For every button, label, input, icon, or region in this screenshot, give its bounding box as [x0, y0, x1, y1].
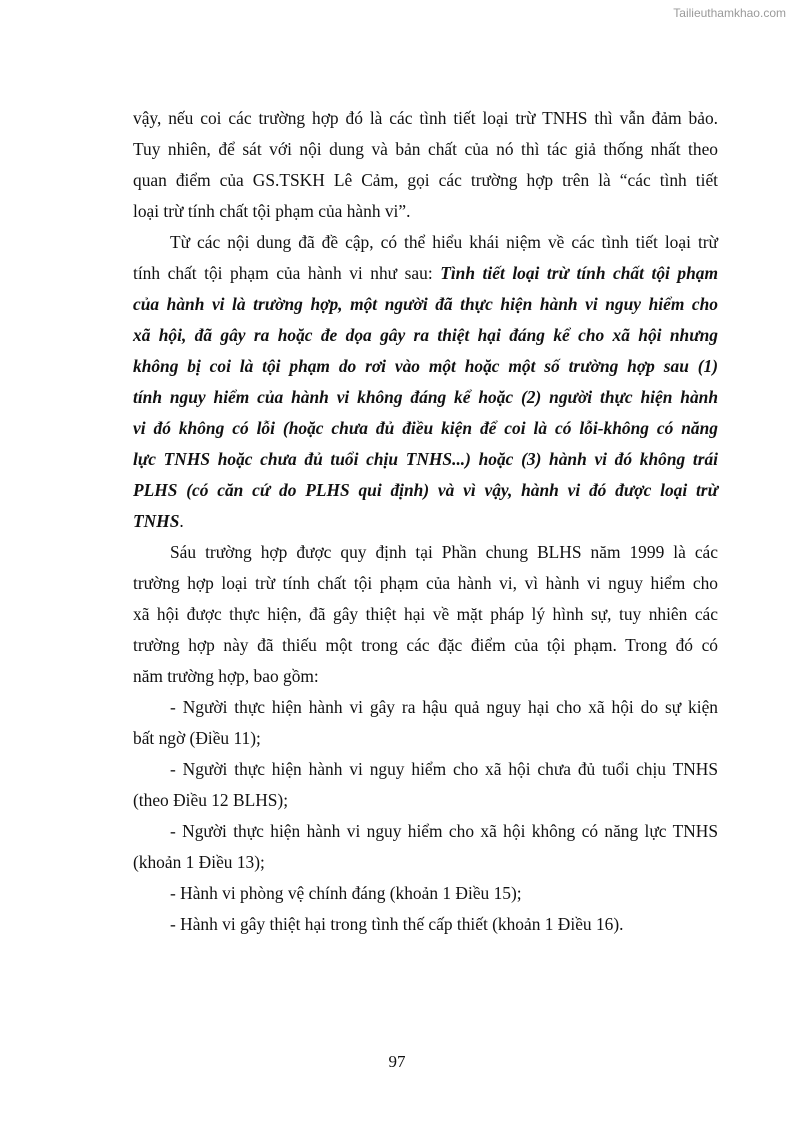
- paragraph-2-line: Từ các nội dung đã đề cập, có thể hiểu khái niệm về các tình tiết loại trừ: [170, 232, 718, 252]
- definition-period: .: [179, 511, 184, 531]
- definition-line: xã hội, đã gây ra hoặc đe dọa gây ra thiệt hại đáng kể cho xã hội nhưng: [133, 325, 718, 345]
- paragraph-3-line: xã hội được thực hiện, đã gây thiệt hại về mặt pháp lý hình sự, tuy nhiên các: [133, 604, 718, 624]
- list-item-line: bất ngờ (Điều 11);: [133, 728, 261, 748]
- definition-end: TNHS: [133, 511, 180, 531]
- paragraph-1-line: Tuy nhiên, để sát với nội dung và bản chất của nó thì tác giả thống nhất theo: [133, 139, 718, 159]
- list-item-line: - Người thực hiện hành vi nguy hiểm cho xã hội chưa đủ tuổi chịu TNHS: [170, 759, 718, 779]
- definition-line: tính nguy hiểm của hành vi không đáng kể hoặc (2) người thực hiện hành: [133, 387, 718, 407]
- definition-line: PLHS (có căn cứ do PLHS qui định) và vì vậy, hành vi đó được loại trừ: [133, 480, 718, 500]
- definition-line: vi đó không có lỗi (hoặc chưa đủ điều kiện để coi là có lỗi-không có năng: [133, 418, 718, 438]
- definition-line: lực TNHS hoặc chưa đủ tuổi chịu TNHS...) hoặc (3) hành vi đó không trái: [133, 449, 718, 469]
- paragraph-3-line: năm trường hợp, bao gồm:: [133, 666, 319, 686]
- page-number: 97: [388, 1052, 406, 1071]
- page-body: [133, 103, 718, 940]
- paragraph-3-line: trường hợp loại trừ tính chất tội phạm của hành vi, vì hành vi nguy hiểm cho: [133, 573, 718, 593]
- list-item-line: - Hành vi gây thiệt hại trong tình thế cấp thiết (khoản 1 Điều 16).: [170, 914, 624, 934]
- definition-line: không bị coi là tội phạm do rơi vào một hoặc một số trường hợp sau (1): [133, 356, 718, 376]
- list-item-line: (theo Điều 12 BLHS);: [133, 790, 289, 810]
- definition-line: [133, 506, 718, 537]
- list-item-line: - Người thực hiện hành vi nguy hiểm cho xã hội không có năng lực TNHS: [170, 821, 718, 841]
- paragraph-2-line: [133, 258, 718, 289]
- paragraph-3-line: trường hợp này đã thiếu một trong các đặc điểm của tội phạm. Trong đó có: [133, 635, 718, 655]
- list-item-line: - Người thực hiện hành vi gây ra hậu quả nguy hại cho xã hội do sự kiện: [170, 697, 718, 717]
- list-item-line: - Hành vi phòng vệ chính đáng (khoản 1 Điều 15);: [170, 883, 522, 903]
- definition-line: của hành vi là trường hợp, một người đã thực hiện hành vi nguy hiểm cho: [133, 294, 718, 314]
- paragraph-3-line: Sáu trường hợp được quy định tại Phần chung BLHS năm 1999 là các: [170, 542, 718, 562]
- definition-intro: tính chất tội phạm của hành vi như sau:: [133, 263, 441, 283]
- paragraph-1-line: quan điểm của GS.TSKH Lê Cảm, gọi các trường hợp trên là “các tình tiết: [133, 170, 718, 190]
- definition-text: Tình tiết loại trừ tính chất tội phạm: [440, 263, 718, 283]
- list-item-line: (khoản 1 Điều 13);: [133, 852, 265, 872]
- paragraph-1-line: loại trừ tính chất tội phạm của hành vi”.: [133, 201, 411, 221]
- watermark: Tailieuthamkhao.com: [673, 6, 786, 20]
- paragraph-1-line: vậy, nếu coi các trường hợp đó là các tình tiết loại trừ TNHS thì vẫn đảm bảo.: [133, 108, 718, 128]
